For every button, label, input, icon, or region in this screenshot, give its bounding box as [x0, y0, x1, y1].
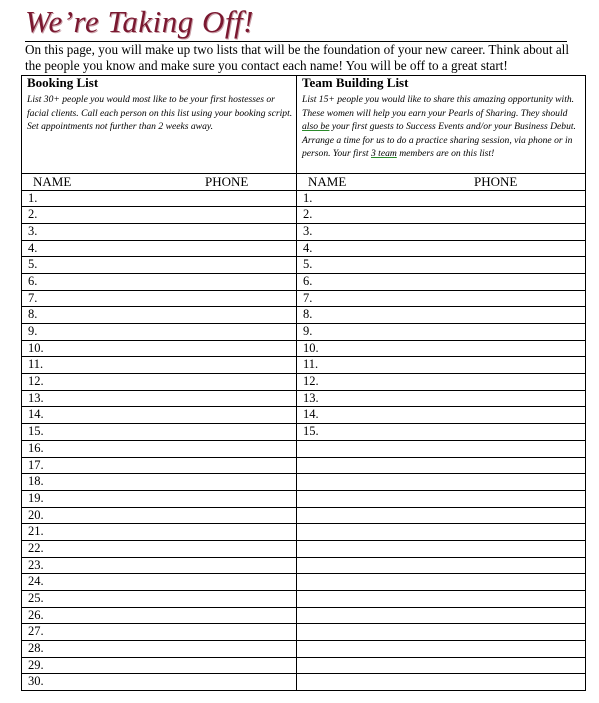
- list-row: [22, 424, 586, 441]
- team-text-underlined-1: also be: [302, 121, 330, 132]
- list-row: [22, 357, 586, 374]
- team-entry[interactable]: [297, 674, 586, 691]
- list-row: [22, 390, 586, 407]
- booking-phone-header: PHONE: [205, 174, 249, 189]
- list-row: [22, 457, 586, 474]
- booking-entry[interactable]: 3.: [22, 223, 297, 240]
- booking-entry[interactable]: 22.: [22, 540, 297, 557]
- team-column-header: [297, 174, 586, 191]
- team-entry[interactable]: 9.: [297, 324, 586, 341]
- team-entry[interactable]: 7.: [297, 290, 586, 307]
- intro-text: On this page, you will make up two lists that will be the foundation of your new career. Think about all the people you know and make sure you contact each name! You will be off to a great start!: [25, 42, 569, 73]
- list-row: [22, 257, 586, 274]
- booking-entry[interactable]: 19.: [22, 490, 297, 507]
- booking-list-heading: Booking List: [27, 75, 99, 90]
- list-row: [22, 557, 586, 574]
- booking-entry[interactable]: 14.: [22, 407, 297, 424]
- list-row: [22, 674, 586, 691]
- team-entry[interactable]: [297, 457, 586, 474]
- list-row: [22, 440, 586, 457]
- list-row: [22, 223, 586, 240]
- list-row: [22, 657, 586, 674]
- team-entry[interactable]: 12.: [297, 374, 586, 391]
- booking-entry[interactable]: 26.: [22, 607, 297, 624]
- booking-entry[interactable]: 27.: [22, 624, 297, 641]
- list-row: [22, 591, 586, 608]
- team-phone-header: PHONE: [474, 174, 518, 189]
- booking-entry[interactable]: 16.: [22, 440, 297, 457]
- booking-entry[interactable]: 11.: [22, 357, 297, 374]
- team-text-underlined-2: 3 team: [370, 148, 397, 159]
- booking-entry[interactable]: 17.: [22, 457, 297, 474]
- team-list-heading: Team Building List: [302, 75, 409, 90]
- booking-entry[interactable]: 9.: [22, 324, 297, 341]
- team-entry[interactable]: 3.: [297, 223, 586, 240]
- list-row: [22, 240, 586, 257]
- team-entry[interactable]: [297, 557, 586, 574]
- list-row: [22, 574, 586, 591]
- team-entry[interactable]: 4.: [297, 240, 586, 257]
- booking-entry[interactable]: 12.: [22, 374, 297, 391]
- booking-entry[interactable]: 30.: [22, 674, 297, 691]
- booking-entry[interactable]: 5.: [22, 257, 297, 274]
- list-row: [22, 324, 586, 341]
- list-row: [22, 290, 586, 307]
- list-row: [22, 540, 586, 557]
- team-entry[interactable]: 14.: [297, 407, 586, 424]
- booking-entry[interactable]: 15.: [22, 424, 297, 441]
- booking-entry[interactable]: 25.: [22, 591, 297, 608]
- team-entry[interactable]: 2.: [297, 207, 586, 224]
- booking-list-description: [22, 76, 297, 174]
- team-list-instructions: [302, 93, 585, 161]
- list-row: [22, 273, 586, 290]
- team-entry[interactable]: [297, 474, 586, 491]
- booking-entry[interactable]: 20.: [22, 507, 297, 524]
- team-text-b: your first guests to Success Events and/or your Business Debut. Arrange a time for us to do a practice sharing session, via phone or in person. Your first: [302, 121, 576, 159]
- list-row: [22, 624, 586, 641]
- booking-entry[interactable]: 28.: [22, 641, 297, 658]
- list-row: [22, 307, 586, 324]
- booking-column-header: [22, 174, 297, 191]
- booking-entry[interactable]: 24.: [22, 574, 297, 591]
- team-entry[interactable]: [297, 574, 586, 591]
- booking-entry[interactable]: 4.: [22, 240, 297, 257]
- team-text-c: members are on this list!: [396, 148, 495, 159]
- booking-entry[interactable]: 18.: [22, 474, 297, 491]
- team-entry[interactable]: [297, 591, 586, 608]
- list-row: [22, 207, 586, 224]
- list-row: [22, 374, 586, 391]
- team-entry[interactable]: [297, 524, 586, 541]
- booking-entry[interactable]: 2.: [22, 207, 297, 224]
- booking-entry[interactable]: 23.: [22, 557, 297, 574]
- team-entry[interactable]: [297, 440, 586, 457]
- list-row: [22, 474, 586, 491]
- team-name-header: NAME: [308, 174, 347, 189]
- team-entry[interactable]: [297, 507, 586, 524]
- list-row: [22, 607, 586, 624]
- team-entry[interactable]: 10.: [297, 340, 586, 357]
- list-row: [22, 641, 586, 658]
- booking-list-instructions: List 30+ people you would most like to be your first hostesses or facial clients. Call each person on this list using your booking script. Set appointments not further than 2 weeks away.: [27, 94, 293, 132]
- list-row: [22, 507, 586, 524]
- team-entry[interactable]: 8.: [297, 307, 586, 324]
- team-entry[interactable]: [297, 490, 586, 507]
- list-row: [22, 490, 586, 507]
- booking-entry[interactable]: 8.: [22, 307, 297, 324]
- team-entry[interactable]: [297, 657, 586, 674]
- booking-entry[interactable]: 13.: [22, 390, 297, 407]
- team-entry[interactable]: 13.: [297, 390, 586, 407]
- team-entry[interactable]: 6.: [297, 273, 586, 290]
- booking-entry[interactable]: 7.: [22, 290, 297, 307]
- list-row: [22, 340, 586, 357]
- page-title: We’re Taking Off!: [25, 4, 254, 39]
- team-entry[interactable]: 5.: [297, 257, 586, 274]
- booking-entry[interactable]: 21.: [22, 524, 297, 541]
- team-entry[interactable]: [297, 641, 586, 658]
- list-row: [22, 190, 586, 207]
- list-row: [22, 524, 586, 541]
- booking-name-header: NAME: [33, 174, 72, 189]
- booking-entry[interactable]: 29.: [22, 657, 297, 674]
- team-text-a: List 15+ people you would like to share this amazing opportunity with. These women will help you earn your Pearls of Sharing. They should: [302, 94, 575, 119]
- team-entry[interactable]: [297, 607, 586, 624]
- booking-entry[interactable]: 1.: [22, 190, 297, 207]
- team-entry[interactable]: 11.: [297, 357, 586, 374]
- team-entry[interactable]: 1.: [297, 190, 586, 207]
- booking-entry[interactable]: 6.: [22, 273, 297, 290]
- booking-entry[interactable]: 10.: [22, 340, 297, 357]
- team-entry[interactable]: 15.: [297, 424, 586, 441]
- team-entry[interactable]: [297, 624, 586, 641]
- lists-table: [21, 75, 586, 691]
- list-row: [22, 407, 586, 424]
- team-entry[interactable]: [297, 540, 586, 557]
- team-list-description: [297, 76, 586, 174]
